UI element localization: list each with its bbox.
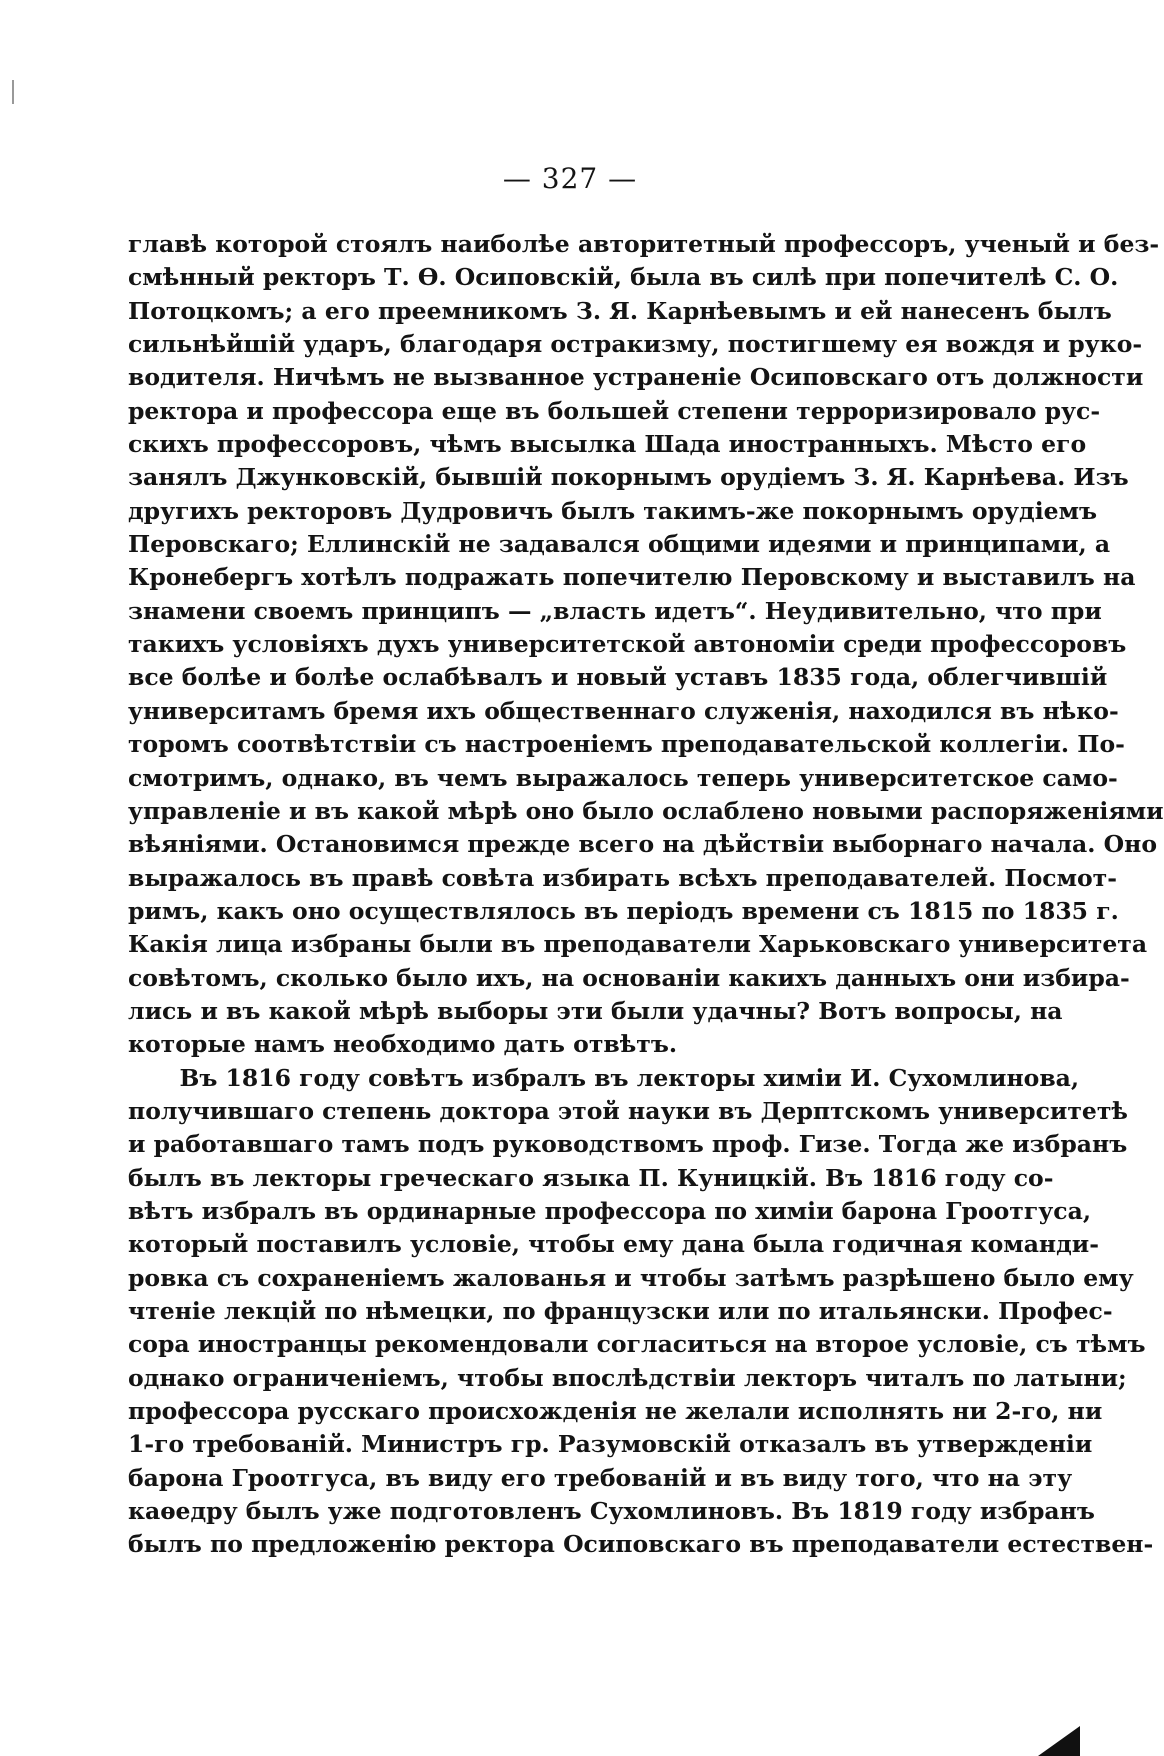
text-line: сильнѣйшій ударъ, благодаря остракизму, постигшему ея вождя и руко- [128, 330, 1143, 359]
text-line: такихъ условіяхъ духъ университетской автономіи среди профессоровъ [128, 630, 1127, 659]
page-corner-mark [1038, 1726, 1080, 1756]
text-line: который поставилъ условіе, чтобы ему дана была годичная команди- [128, 1230, 1099, 1259]
text-line: занялъ Джунковскій, бывшій покорнымъ орудіемъ З. Я. Карнѣева. Изъ [128, 463, 1129, 492]
text-line: получившаго степень доктора этой науки въ Дерптскомъ университетѣ [128, 1096, 1128, 1125]
text-line: все болѣе и болѣе ослабѣвалъ и новый уставъ 1835 года, облегчившій [128, 663, 1108, 692]
text-line: другихъ ректоровъ Дудровичъ былъ такимъ-же покорнымъ орудіемъ [128, 496, 1098, 525]
text-line: каѳедру былъ уже подготовленъ Сухомлиновъ. Въ 1819 году избранъ [128, 1497, 1095, 1526]
text-line: былъ въ лекторы греческаго языка П. Куницкій. Въ 1816 году со- [128, 1163, 1054, 1192]
text-line: римъ, какъ оно осуществлялось въ періодъ времени съ 1815 по 1835 г. [128, 896, 1119, 925]
text-line: ровка съ сохраненіемъ жалованья и чтобы затѣмъ разрѣшено было ему [128, 1263, 1134, 1292]
scan-edge-speck [12, 80, 14, 104]
text-line: скихъ профессоровъ, чѣмъ высылка Шада иностранныхъ. Мѣсто его [128, 430, 1087, 459]
text-line: и работавшаго тамъ подъ руководствомъ проф. Гизе. Тогда же избранъ [128, 1130, 1128, 1159]
text-line: сора иностранцы рекомендовали согласиться на второе условіе, съ тѣмъ [128, 1330, 1146, 1359]
text-line: знамени своемъ принципъ — „власть идетъ“. Неудивительно, что при [128, 596, 1102, 625]
text-line: ректора и профессора еще въ большей степени терроризировало рус- [128, 396, 1101, 425]
text-line: которые намъ необходимо дать отвѣтъ. [128, 1030, 678, 1059]
text-line: вѣяніями. Остановимся прежде всего на дѣйствіи выборнаго начала. Оно [128, 830, 1157, 859]
text-line: главѣ которой стоялъ наиболѣе авторитетный профессоръ, ученый и без- [128, 230, 1160, 258]
page-number: — 327 — [502, 162, 638, 195]
text-line: смѣнный ректоръ Т. Ѳ. Осиповскій, была въ силѣ при попечителѣ С. О. [128, 263, 1119, 292]
text-line: совѣтомъ, сколько было ихъ, на основаніи какихъ данныхъ они избира- [128, 963, 1130, 992]
text-line: смотримъ, однако, въ чемъ выражалось теперь университетское само- [128, 763, 1118, 792]
text-line: вѣтъ избралъ въ ординарные профессора по химіи барона Гроотгуса, [128, 1196, 1092, 1225]
body-text [128, 228, 1164, 1562]
text-line: выражалось въ правѣ совѣта избирать всѣхъ преподавателей. Посмот- [128, 863, 1117, 892]
paragraph-2 [128, 1062, 1154, 1562]
text-line: профессора русскаго происхожденія не желали исполнять ни 2-го, ни [128, 1397, 1103, 1426]
text-line: Въ 1816 году совѣтъ избралъ въ лекторы химіи И. Сухомлинова, [179, 1063, 1080, 1092]
text-line: барона Гроотгуса, въ виду его требованій и въ виду того, что на эту [128, 1463, 1073, 1492]
text-line: водителя. Ничѣмъ не вызванное устраненіе Осиповскаго отъ должности [128, 363, 1144, 392]
text-line: университамъ бремя ихъ общественнаго служенія, находился въ нѣко- [128, 696, 1119, 725]
text-line: однако ограниченіемъ, чтобы впослѣдствіи лекторъ читалъ по латыни; [128, 1363, 1127, 1392]
text-line: лись и въ какой мѣрѣ выборы эти были удачны? Вотъ вопросы, на [128, 996, 1063, 1025]
text-line: торомъ соотвѣтствіи съ настроеніемъ преподавательской коллегіи. По- [128, 730, 1125, 759]
text-line: Кронебергъ хотѣлъ подражать попечителю Перовскому и выставилъ на [128, 563, 1136, 592]
text-line: былъ по предложенію ректора Осиповскаго въ преподаватели естествен- [128, 1530, 1154, 1559]
text-line: 1-го требованій. Министръ гр. Разумовскій отказалъ въ утвержденіи [128, 1430, 1093, 1459]
paragraph-1 [128, 228, 1164, 1062]
text-line: чтеніе лекцій по нѣмецки, по французски или по итальянски. Профес- [128, 1297, 1113, 1325]
text-line: управленіе и въ какой мѣрѣ оно было ослаблено новыми распоряженіями [128, 796, 1164, 825]
text-line: Какія лица избраны были въ преподаватели Харьковскаго университета [128, 930, 1148, 959]
text-line: Потоцкомъ; а его преемникомъ З. Я. Карнѣевымъ и ей нанесенъ былъ [128, 296, 1112, 325]
text-line: Перовскаго; Еллинскій не задавался общими идеями и принципами, а [128, 530, 1111, 559]
